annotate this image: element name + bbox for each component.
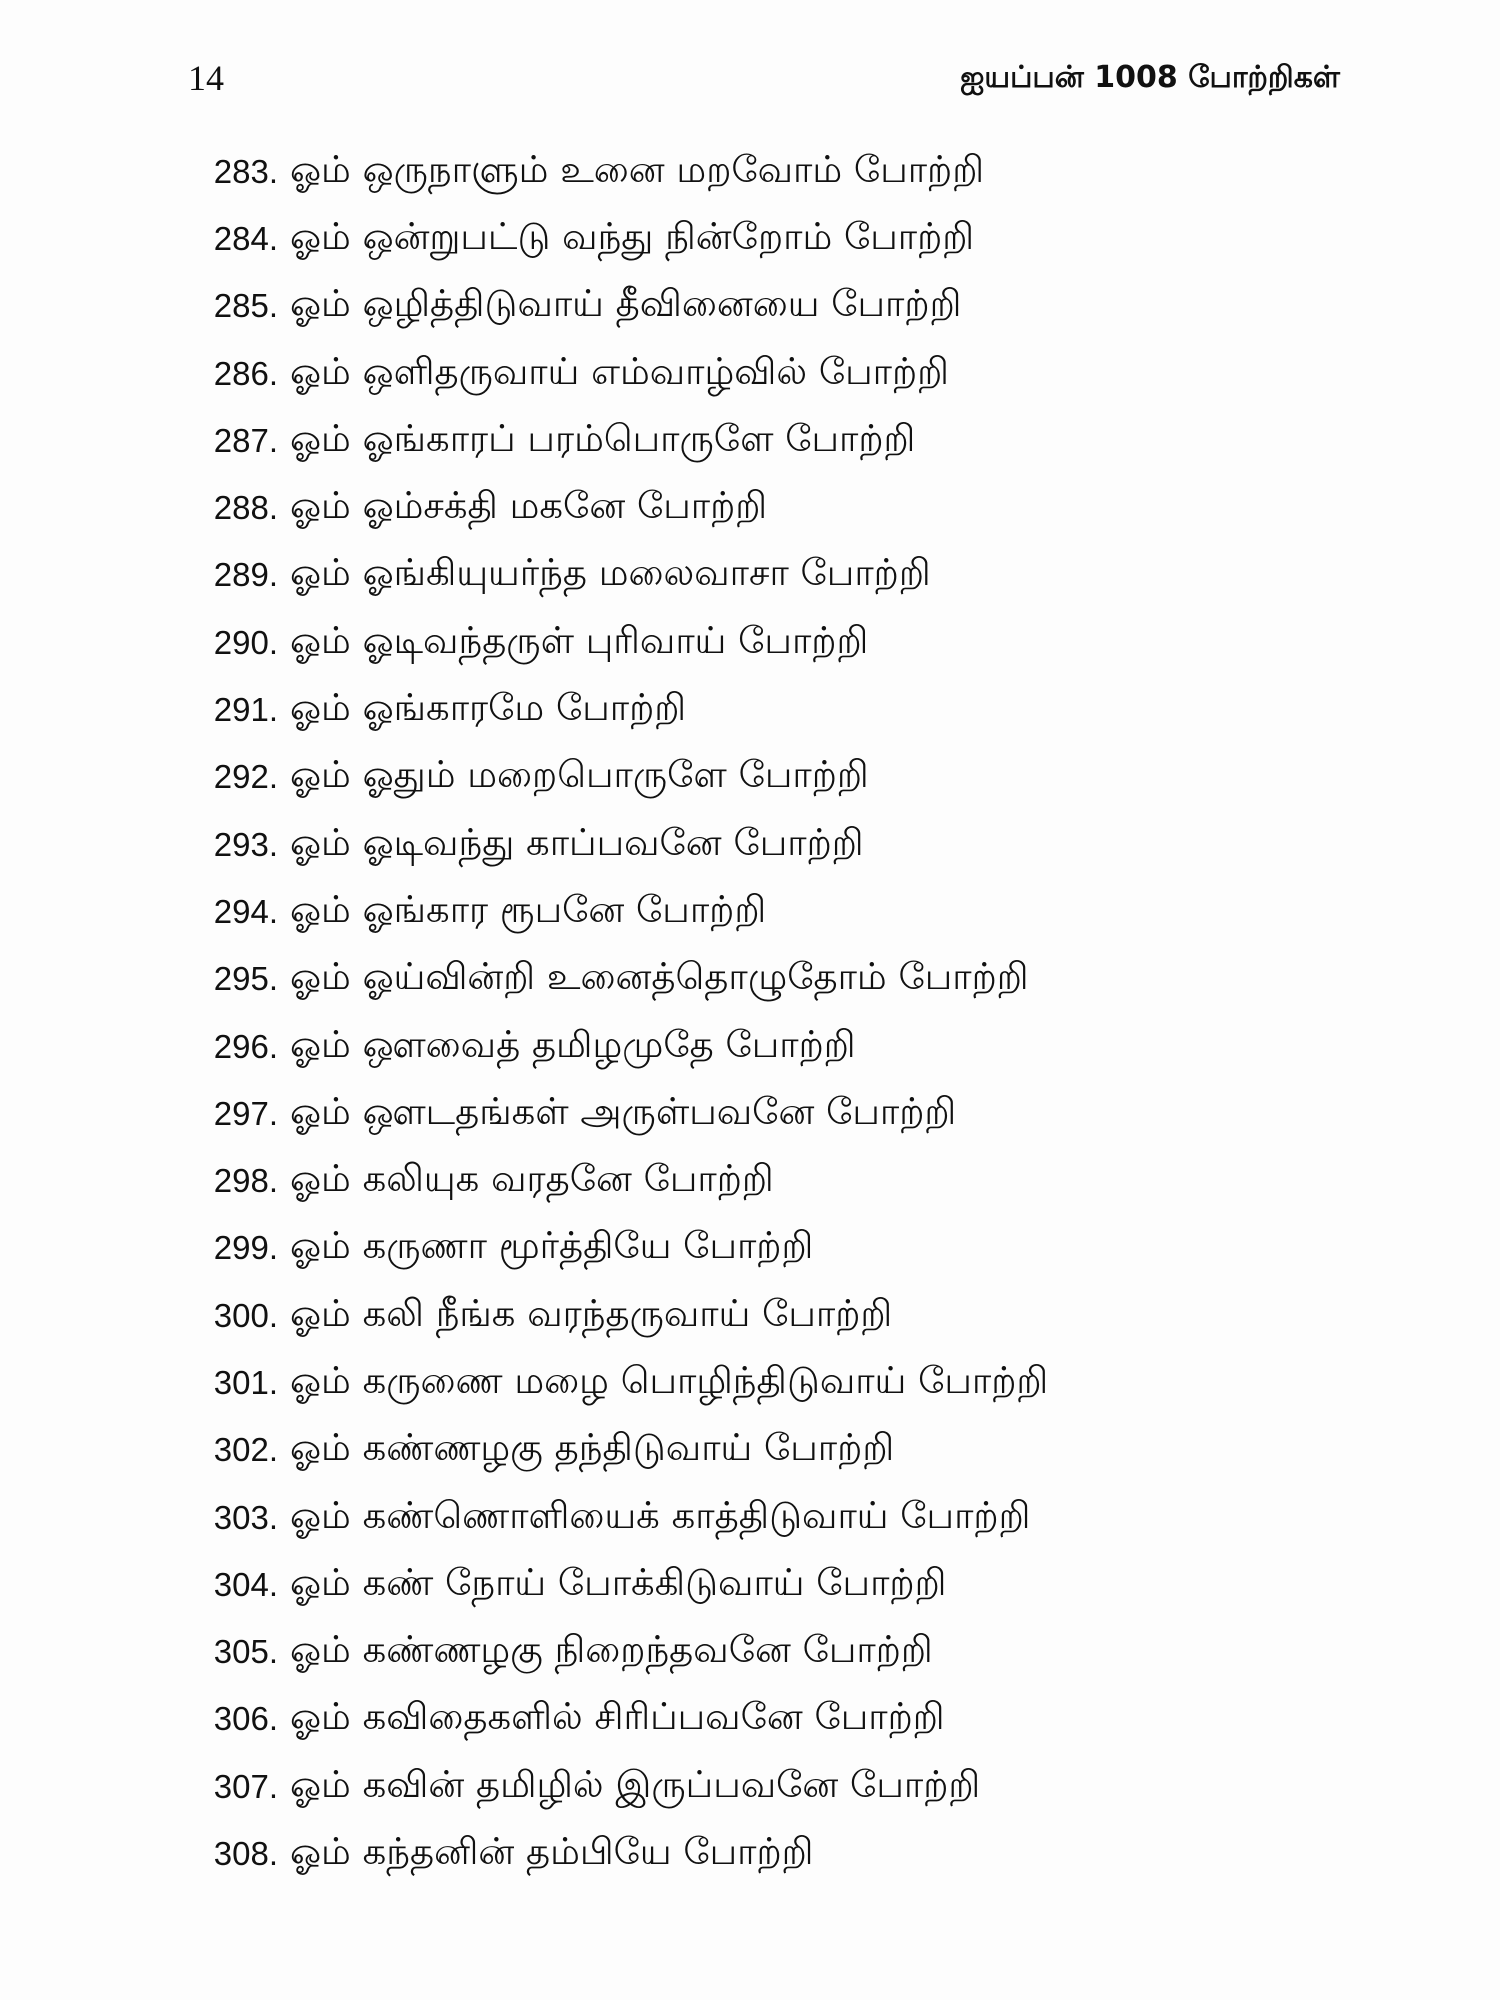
item-text: ஓம் கண்ணழகு தந்திடுவாய் போற்றி (290, 1426, 895, 1470)
item-text: ஓம் கலியுக வரதனே போற்றி (290, 1157, 774, 1201)
list-item (186, 340, 1386, 407)
list-item (186, 1551, 1386, 1618)
item-number: 285. (213, 287, 278, 325)
page-number: 14 (188, 58, 224, 98)
item-number: 293. (213, 825, 278, 863)
page-header (188, 54, 1340, 114)
list-item (186, 273, 1386, 340)
item-text: ஓம் ஔடதங்கள் அருள்பவனே போற்றி (290, 1089, 957, 1133)
item-number: 302. (213, 1431, 278, 1469)
item-text: ஓம் ஓங்காரப் பரம்பொருளே போற்றி (290, 416, 916, 460)
list-item (186, 744, 1386, 811)
item-number: 300. (213, 1296, 278, 1334)
item-text: ஓம் கருணை மழை பொழிந்திடுவாய் போற்றி (290, 1358, 1049, 1402)
list-item (186, 1484, 1386, 1551)
item-text: ஓம் ஓடிவந்து காப்பவனே போற்றி (290, 820, 864, 864)
item-text: ஓம் ஒழித்திடுவாய் தீவினையை போற்றி (290, 282, 962, 326)
item-text: ஓம் ஒன்றுபட்டு வந்து நின்றோம் போற்றி (290, 214, 975, 258)
running-title: ஐயப்பன் 1008 போற்றிகள் (960, 60, 1340, 95)
list-item (186, 1619, 1386, 1686)
item-text: ஓம் ஓதும் மறைபொருளே போற்றி (290, 753, 869, 797)
item-text: ஓம் ஔவைத் தமிழமுதே போற்றி (290, 1022, 856, 1066)
item-text: ஓம் ஒருநாளும் உனை மறவோம் போற்றி (290, 147, 985, 191)
item-number: 283. (213, 152, 278, 190)
list-item (186, 542, 1386, 609)
list-item (186, 1820, 1386, 1887)
list-item (186, 1349, 1386, 1416)
item-text: ஓம் ஒளிதருவாய் எம்வாழ்வில் போற்றி (290, 349, 949, 393)
item-text: ஓம் கண் நோய் போக்கிடுவாய் போற்றி (290, 1560, 947, 1604)
item-text: ஓம் கலி நீங்க வரந்தருவாய் போற்றி (290, 1291, 893, 1335)
list-item (186, 1215, 1386, 1282)
item-number: 296. (213, 1027, 278, 1065)
list-item (186, 811, 1386, 878)
item-text: ஓம் கவின் தமிழில் இருப்பவனே போற்றி (290, 1762, 981, 1806)
list-item (186, 474, 1386, 541)
item-number: 294. (213, 892, 278, 930)
item-number: 303. (213, 1498, 278, 1536)
list-item (186, 407, 1386, 474)
item-number: 298. (213, 1162, 278, 1200)
litany-list (186, 138, 1386, 1888)
list-item (186, 205, 1386, 272)
item-text: ஓம் கண்ணொளியைக் காத்திடுவாய் போற்றி (290, 1493, 1031, 1537)
list-item (186, 1013, 1386, 1080)
item-number: 286. (213, 354, 278, 392)
item-number: 290. (213, 623, 278, 661)
item-text: ஓம் கந்தனின் தம்பியே போற்றி (290, 1830, 814, 1874)
item-number: 308. (213, 1835, 278, 1873)
list-item (186, 676, 1386, 743)
item-number: 291. (213, 691, 278, 729)
item-text: ஓம் ஓடிவந்தருள் புரிவாய் போற்றி (290, 618, 869, 662)
list-item (186, 1417, 1386, 1484)
item-number: 287. (213, 421, 278, 459)
item-number: 304. (213, 1565, 278, 1603)
item-text: ஓம் ஓங்கியுயர்ந்த மலைவாசா போற்றி (290, 551, 931, 595)
item-text: ஓம் ஓங்கார ரூபனே போற்றி (290, 887, 767, 931)
item-number: 289. (213, 556, 278, 594)
item-text: ஓம் கண்ணழகு நிறைந்தவனே போற்றி (290, 1628, 933, 1672)
item-text: ஓம் கருணா மூர்த்தியே போற்றி (290, 1224, 814, 1268)
item-number: 297. (213, 1094, 278, 1132)
item-number: 299. (213, 1229, 278, 1267)
item-number: 301. (213, 1363, 278, 1401)
item-number: 295. (213, 960, 278, 998)
list-item (186, 946, 1386, 1013)
list-item (186, 1147, 1386, 1214)
item-text: ஓம் கவிதைகளில் சிரிப்பவனே போற்றி (290, 1695, 945, 1739)
item-number: 305. (213, 1633, 278, 1671)
item-number: 307. (213, 1767, 278, 1805)
list-item (186, 1686, 1386, 1753)
item-text: ஓம் ஓங்காரமே போற்றி (290, 686, 687, 730)
list-item (186, 609, 1386, 676)
list-item (186, 1282, 1386, 1349)
item-number: 284. (213, 219, 278, 257)
item-text: ஓம் ஓய்வின்றி உனைத்தொழுதோம் போற்றி (290, 955, 1029, 999)
list-item (186, 878, 1386, 945)
item-text: ஓம் ஓம்சக்தி மகனே போற்றி (290, 484, 768, 528)
item-number: 292. (213, 758, 278, 796)
item-number: 288. (213, 489, 278, 527)
item-number: 306. (213, 1700, 278, 1738)
list-item (186, 138, 1386, 205)
list-item (186, 1080, 1386, 1147)
list-item (186, 1753, 1386, 1820)
